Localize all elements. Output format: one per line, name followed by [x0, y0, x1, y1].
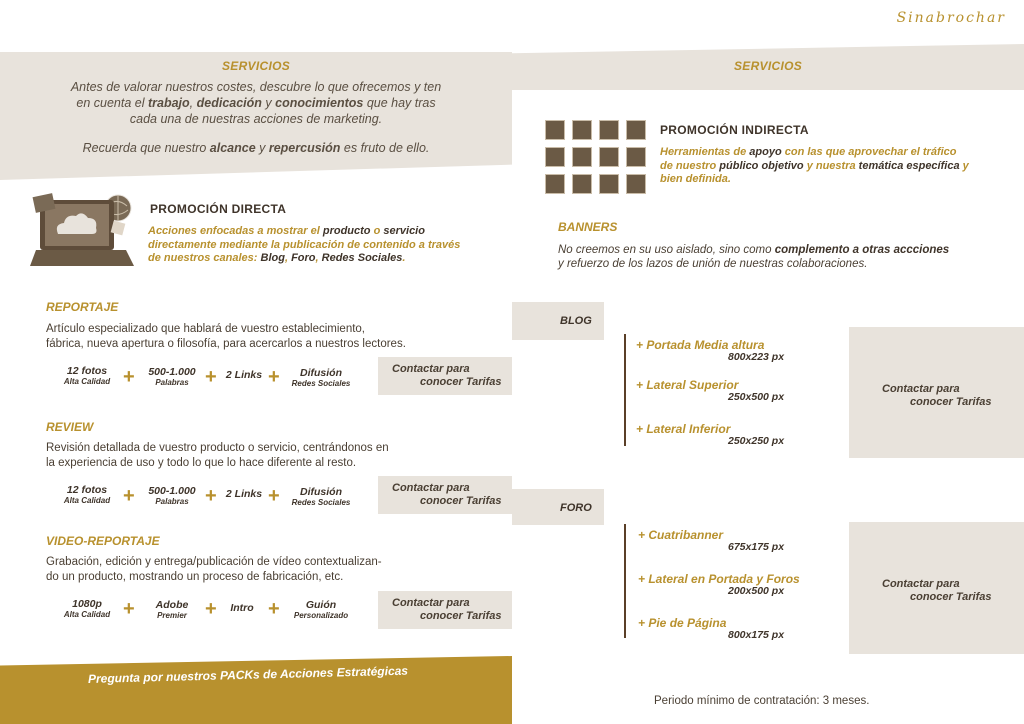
service-desc-reportaje: Artículo especializado que hablará de vuestro establecimiento, fábrica, nueva apertura o filosofía, para acercarlos a nuestros lectores. [46, 323, 406, 350]
banner-size: 800x175 px [728, 629, 785, 641]
feature-item: Intro [230, 602, 254, 614]
indirect-promo-title: PROMOCIÓN INDIRECTA [660, 123, 809, 137]
direct-promo-text: Acciones enfocadas a mostrar el producto o servicio directamente mediante la publicación de contenido a través de nuestros canales: Blog, Foro, Redes Sociales. [148, 225, 461, 264]
banner-option: + Lateral Superior [636, 378, 739, 392]
feature-item: 500-1.000 Palabras [148, 485, 196, 506]
plus-icon: + [205, 366, 217, 388]
service-desc-video: Grabación, edición y entrega/publicación de vídeo contextualizan- do un producto, mostrando un proceso de fabricación, etc. [46, 556, 382, 583]
media-icon [626, 147, 646, 167]
plus-icon: + [205, 598, 217, 620]
right-section-title: SERVICIOS [733, 59, 803, 73]
plus-icon: + [268, 485, 280, 507]
min-contract-note: Periodo mínimo de contratación: 3 meses. [654, 695, 870, 707]
gear-icon [599, 174, 619, 194]
plus-icon: + [268, 598, 280, 620]
plus-icon: + [123, 598, 135, 620]
plus-icon: + [205, 485, 217, 507]
indirect-promo-text: Herramientas de apoyo con las que aprovechar el tráfico de nuestro público objetivo y nuestra temática específica y bien definida. [660, 146, 969, 185]
feature-item: 1080p Alta Calidad [63, 598, 111, 619]
service-title-review: REVIEW [46, 420, 94, 434]
banner-option: + Lateral Inferior [636, 422, 731, 436]
feature-item: Adobe Premier [155, 599, 189, 620]
cloud-icon [599, 120, 619, 140]
rss-icon [545, 174, 565, 194]
foro-divider [624, 524, 626, 638]
feature-item: Difusión Redes Sociales [291, 367, 351, 388]
left-section-title: SERVICIOS [221, 59, 291, 73]
banners-title: BANNERS [558, 220, 618, 234]
network-icon [572, 147, 592, 167]
foro-contact-button[interactable]: Contactar para conocer Tarifas [849, 522, 1024, 654]
megaphone-icon [626, 120, 646, 140]
service-title-reportaje: REPORTAJE [46, 300, 119, 314]
service-title-video: VIDEO-REPORTAJE [46, 534, 160, 548]
newsletter-icon [572, 120, 592, 140]
banners-text: No creemos en su uso aislado, sino como complemento a otras accciones y refuerzo de los lazos de unión de nuestras colaboraciones. [558, 244, 950, 270]
intro-text: Antes de valorar nuestros costes, descubre lo que ofrecemos y ten en cuenta el trabajo, dedicación y conocimientos que hay tras cada una de nuestras acciones de marketing. Recuerda que nuestro alcance y repercusión es fruto de ello. [70, 80, 442, 155]
direct-promo-title: PROMOCIÓN DIRECTA [150, 202, 287, 216]
settings-icon [599, 147, 619, 167]
brand-logo: Sinabrochar [896, 10, 1006, 26]
analytics-icon [545, 120, 565, 140]
feature-item: 2 Links [225, 369, 263, 381]
calendar-icon [545, 147, 565, 167]
banner-option: + Pie de Página [638, 616, 727, 630]
tools-icon-grid [545, 120, 655, 194]
banner-option: + Portada Media altura [636, 338, 765, 352]
feature-item: 12 fotos Alta Calidad [63, 484, 111, 505]
banner-size: 675x175 px [728, 541, 785, 553]
contact-button[interactable]: Contactar para conocer Tarifas [378, 357, 512, 395]
service-desc-review: Revisión detallada de vuestro producto o servicio, centrándonos en la experiencia de uso y todo lo que lo hace diferente al resto. [46, 442, 389, 469]
banner-size: 250x500 px [728, 391, 785, 403]
blog-tag: BLOG [512, 302, 604, 340]
feature-item: Guión Personalizado [293, 599, 349, 620]
laptop-illustration [30, 192, 134, 274]
feature-item: 500-1.000 Palabras [148, 366, 196, 387]
feature-item: Difusión Redes Sociales [291, 486, 351, 507]
feature-item: 12 fotos Alta Calidad [63, 365, 111, 386]
foro-tag: FORO [512, 489, 604, 525]
banner-option: + Lateral en Portada y Foros [638, 572, 800, 586]
banner-option: + Cuatribanner [638, 528, 724, 542]
monitor-icon [626, 174, 646, 194]
plus-icon: + [123, 366, 135, 388]
contact-button[interactable]: Contactar para conocer Tarifas [378, 591, 512, 629]
plus-icon: + [123, 485, 135, 507]
banner-size: 800x223 px [728, 351, 785, 363]
packs-banner-text: Pregunta por nuestros PACKs de Acciones Estratégicas [87, 663, 409, 686]
plus-icon: + [268, 366, 280, 388]
feature-item: 2 Links [225, 488, 263, 500]
banner-size: 200x500 px [728, 585, 785, 597]
contact-button[interactable]: Contactar para conocer Tarifas [378, 476, 512, 514]
packs-banner[interactable] [0, 656, 512, 724]
image-icon [572, 174, 592, 194]
blog-contact-button[interactable]: Contactar para conocer Tarifas [849, 327, 1024, 458]
blog-divider [624, 334, 626, 446]
banner-size: 250x250 px [728, 435, 785, 447]
